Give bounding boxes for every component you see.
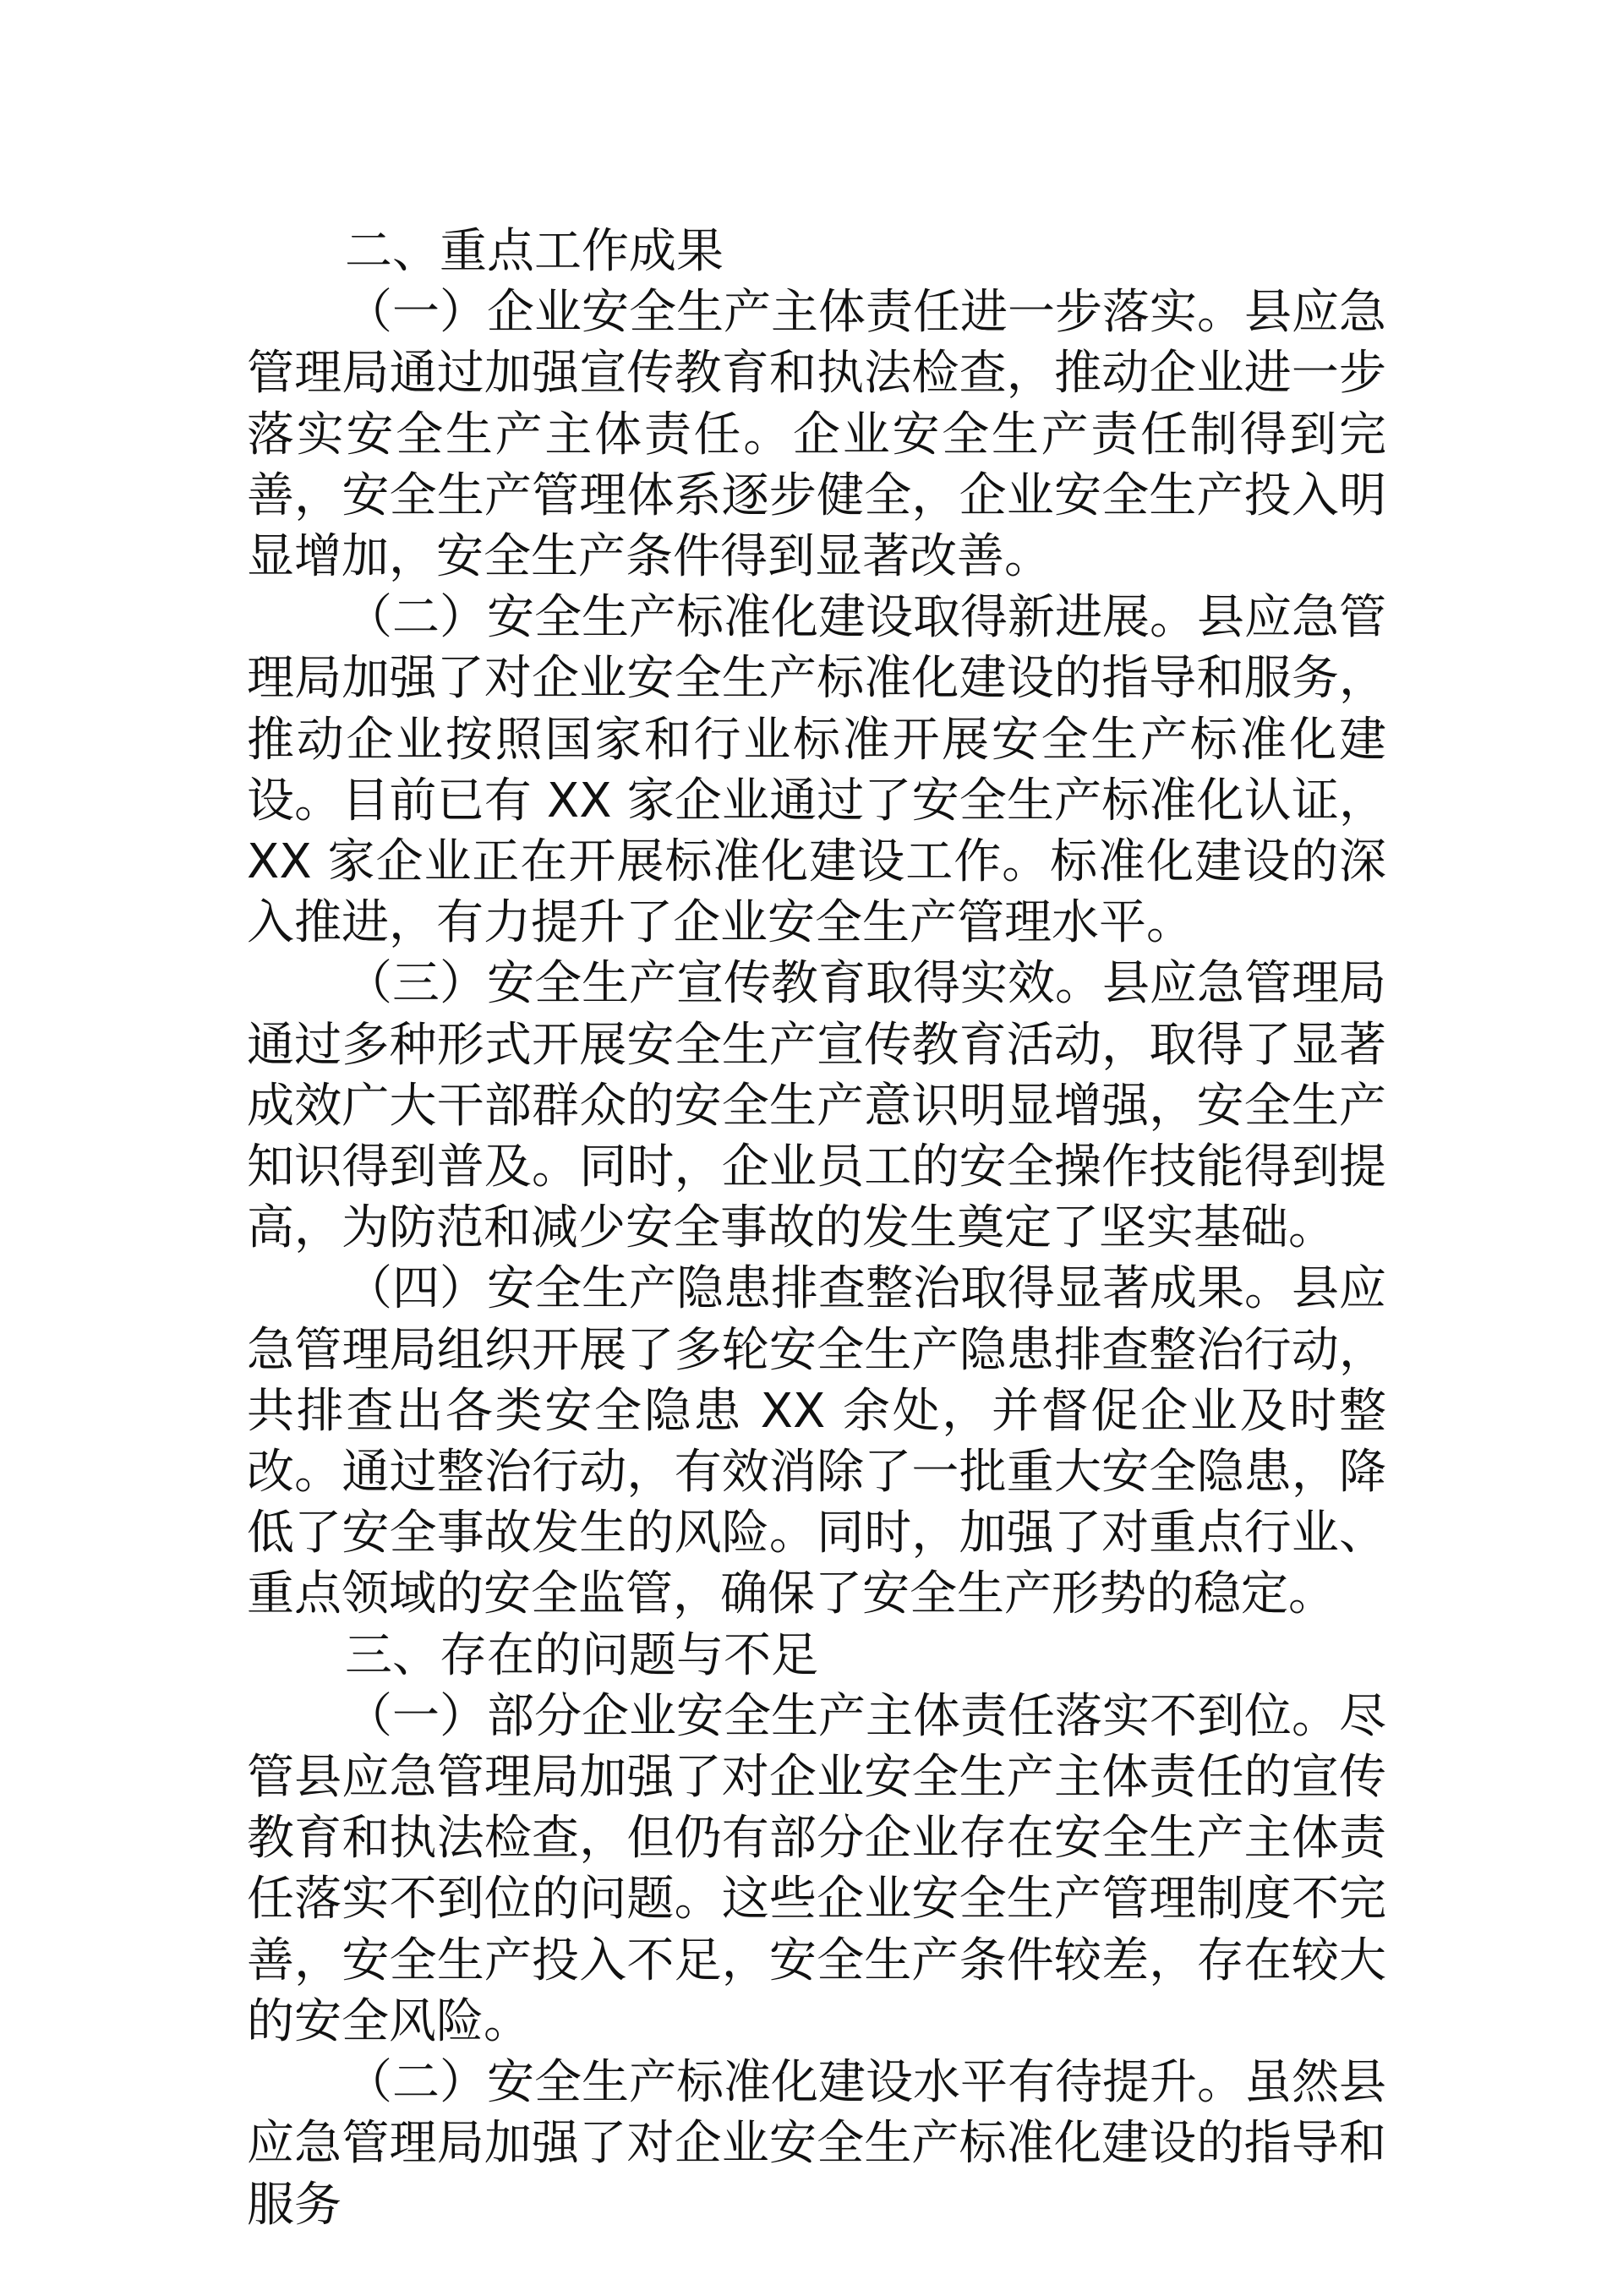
paragraph-responsibility: （一）企业安全生产主体责任进一步落实。县应急管理局通过加强宣传教育和执法检查，推动企业进一步落实安全生产主体责任。企业安全生产责任制得到完善，安全生产管理体系逐步健全，企业安全生产投入明显增加，安全生产条件得到显著改善。	[247, 285, 1386, 585]
paragraph-standardization: （二）安全生产标准化建设取得新进展。县应急管理局加强了对企业安全生产标准化建设的指导和服务，推动企业按照国家和行业标准开展安全生产标准化建设。目前已有 XX 家企业通过了安全生产标准化认证，XX 家企业正在开展标准化建设工作。标准化建设的深入推进，有力提升了企业安全生产管理水平。	[247, 590, 1386, 951]
paragraph-responsibility-gap: （一）部分企业安全生产主体责任落实不到位。尽管县应急管理局加强了对企业安全生产主体责任的宣传教育和执法检查，但仍有部分企业存在安全生产主体责任落实不到位的问题。这些企业安全生产管理制度不完善，安全生产投入不足，安全生产条件较差，存在较大的安全风险。	[247, 1688, 1386, 2049]
section-heading-achievements: 二、重点工作成果	[345, 224, 724, 279]
document-body	[247, 221, 1386, 2236]
paragraph-education: （三）安全生产宣传教育取得实效。县应急管理局通过多种形式开展安全生产宣传教育活动，取得了显著成效广大干部群众的安全生产意识明显增强，安全生产知识得到普及。同时，企业员工的安全操作技能得到提高，为防范和减少安全事故的发生奠定了坚实基础。	[247, 956, 1386, 1256]
section-heading-problems: 三、存在的问题与不足	[345, 1627, 818, 1683]
paragraph-standardization-gap: （二）安全生产标准化建设水平有待提升。虽然县应急管理局加强了对企业安全生产标准化建设的指导和服务	[247, 2055, 1386, 2233]
paragraph-hazard-inspection: （四）安全生产隐患排查整治取得显著成果。县应急管理局组织开展了多轮安全生产隐患排查整治行动，共排查出各类安全隐患 XX 余处，并督促企业及时整改。通过整治行动，有效消除了一批重大安全隐患，降低了安全事故发生的风险。同时，加强了对重点行业、重点领域的安全监管，确保了安全生产形势的稳定。	[247, 1261, 1386, 1622]
